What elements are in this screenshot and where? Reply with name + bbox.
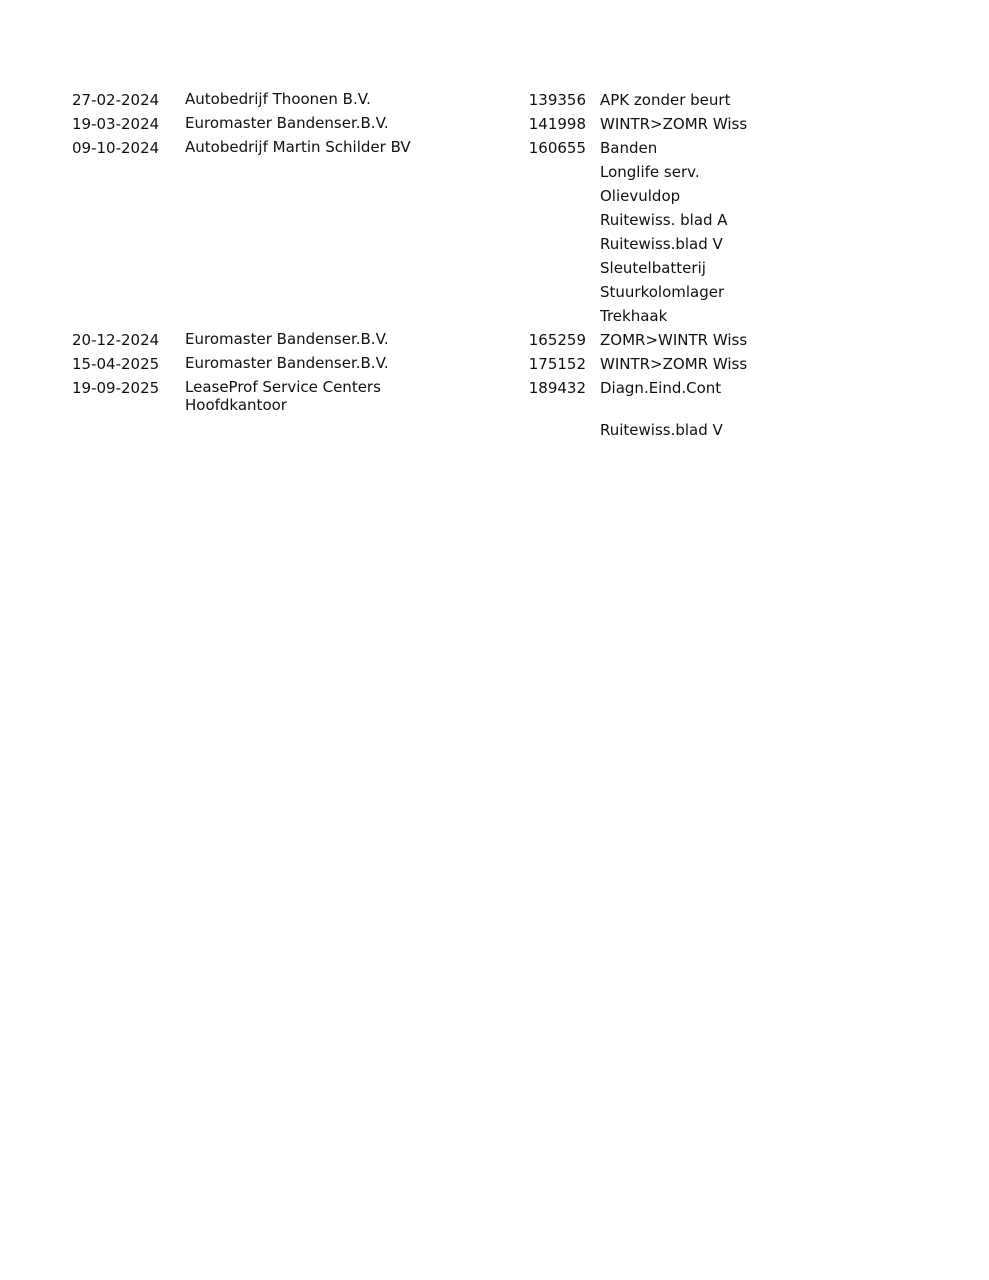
record-work-item: WINTR>ZOMR Wiss — [600, 355, 748, 373]
record-company-line: Autobedrijf Thoonen B.V. — [185, 90, 371, 108]
record-work-item: WINTR>ZOMR Wiss — [600, 115, 748, 133]
record-main-line — [72, 138, 772, 162]
service-record — [72, 114, 772, 138]
service-record — [72, 354, 772, 378]
record-company-line: Autobedrijf Martin Schilder BV — [185, 138, 411, 156]
record-work-item: Longlife serv. — [600, 163, 700, 181]
record-date: 20-12-2024 — [72, 331, 160, 349]
record-main-line — [72, 378, 772, 420]
record-mileage: 160655 — [528, 139, 586, 157]
service-history-list — [72, 90, 772, 444]
record-mileage: 175152 — [528, 355, 586, 373]
service-record — [72, 378, 772, 444]
record-work-item: Trekhaak — [600, 307, 668, 325]
record-work-item: Ruitewiss. blad A — [600, 211, 728, 229]
record-date: 09-10-2024 — [72, 139, 160, 157]
record-company — [185, 138, 485, 156]
record-work-line — [72, 186, 772, 210]
record-work-item: Olievuldop — [600, 187, 681, 205]
record-company-line: LeaseProf Service Centers — [185, 378, 381, 396]
record-date: 19-03-2024 — [72, 115, 160, 133]
record-work-item: Ruitewiss.blad V — [600, 421, 723, 439]
record-work-line — [72, 258, 772, 282]
service-record — [72, 330, 772, 354]
record-work-item: Banden — [600, 139, 658, 157]
record-work-item: Stuurkolomlager — [600, 283, 725, 301]
record-company-line: Euromaster Bandenser.B.V. — [185, 330, 389, 348]
record-company-line: Euromaster Bandenser.B.V. — [185, 114, 389, 132]
record-work-line — [72, 234, 772, 258]
record-main-line — [72, 330, 772, 354]
record-mileage: 165259 — [528, 331, 586, 349]
record-work-line — [72, 210, 772, 234]
record-work-item: ZOMR>WINTR Wiss — [600, 331, 748, 349]
record-work-line — [72, 282, 772, 306]
record-work-line — [72, 306, 772, 330]
record-work-item: Ruitewiss.blad V — [600, 235, 723, 253]
service-record — [72, 90, 772, 114]
record-main-line — [72, 114, 772, 138]
record-company — [185, 90, 485, 108]
record-company-line: Euromaster Bandenser.B.V. — [185, 354, 389, 372]
record-company — [185, 378, 485, 414]
record-date: 19-09-2025 — [72, 379, 160, 397]
service-record — [72, 138, 772, 330]
record-work-item: Diagn.Eind.Cont — [600, 379, 722, 397]
record-mileage: 139356 — [528, 91, 586, 109]
record-company — [185, 354, 485, 372]
record-work-item: APK zonder beurt — [600, 91, 731, 109]
record-mileage: 189432 — [528, 379, 586, 397]
record-main-line — [72, 90, 772, 114]
record-date: 27-02-2024 — [72, 91, 160, 109]
record-work-line — [72, 162, 772, 186]
record-company — [185, 114, 485, 132]
record-work-item: Sleutelbatterij — [600, 259, 706, 277]
record-main-line — [72, 354, 772, 378]
record-mileage: 141998 — [528, 115, 586, 133]
record-work-line — [72, 420, 772, 444]
record-company — [185, 330, 485, 348]
record-date: 15-04-2025 — [72, 355, 160, 373]
record-company-line: Hoofdkantoor — [185, 396, 287, 414]
